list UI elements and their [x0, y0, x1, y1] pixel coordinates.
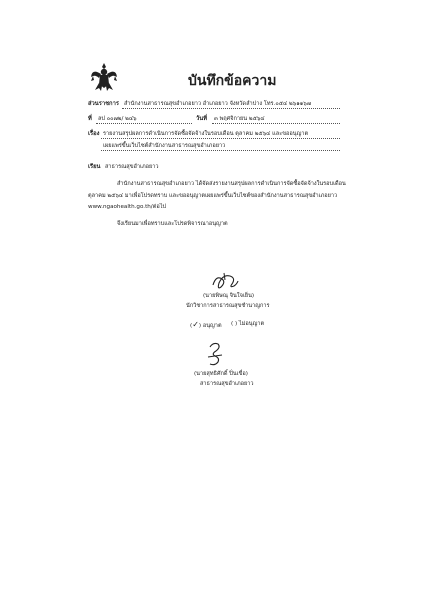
date-underline	[212, 123, 340, 124]
agency-underline	[122, 108, 340, 109]
signature-1-image	[210, 271, 240, 293]
signer-2-name: (นายสุทธิศักดิ์ ปิ่นเขื่อ)	[194, 371, 248, 377]
closing-line: จึงเรียนมาเพื่อทราบและโปรดพิจารณาอนุญาต	[117, 221, 228, 227]
subject-line-2: เผยแพร่ขึ้นเว็บไซต์สำนักงานสาธารณสุขอำเภอยาว	[103, 143, 226, 149]
approve-check-icon: ✓	[192, 320, 199, 329]
ref-value: ลป ๐๐๗๒/ ๒๔๖	[98, 116, 137, 122]
agency-label: ส่วนราชการ	[88, 101, 119, 107]
to-value: สาธารณสุขอำเภอยาว	[105, 164, 159, 170]
approve-label: ) อนุญาต	[198, 323, 222, 329]
subject-label: เรื่อง	[88, 131, 100, 137]
date-value: ๓ พฤศจิกายน ๒๕๖๔	[214, 116, 265, 122]
subject-underline-1	[101, 138, 340, 139]
ref-underline	[96, 123, 192, 124]
signer-1-position: นักวิชาการสาธารณสุขชำนาญการ	[186, 303, 270, 309]
deny-option: ( ) ไม่อนุญาต	[231, 321, 265, 327]
to-label: เรียน	[88, 164, 101, 170]
signer-2-position: สาธารณสุขอำเภอยาว	[200, 381, 254, 387]
signature-2-image	[205, 340, 225, 368]
body-line-3: www.ngaohealth.go.th/ต่อไป	[88, 204, 167, 210]
body-line-2: ตุลาคม ๒๕๖๔ มาเพื่อโปรดทราบ และขออนุญาตเผยแพร่ขึ้นเว็บไซต์ของสำนักงานสาธารณสุขอำเภอยาว	[88, 193, 338, 199]
ref-label: ที่	[88, 116, 92, 122]
agency-value: สำนักงานสาธารณสุขอำเภอยาว อำเภอยาว จังหวัดลำปาง โทร.๐๕๔ ๒๖๑๑๖๗	[124, 101, 312, 107]
garuda-emblem-icon	[90, 62, 118, 92]
memo-title: บันทึกข้อความ	[188, 73, 277, 89]
subject-line-1: รายงานสรุปผลการดำเนินการจัดซื้อจัดจ้างในรอบเดือน ตุลาคม ๒๕๖๔ และขออนุญาต	[103, 131, 309, 137]
signer-1-name: (นายพิษณุ จินใจเย็น)	[203, 293, 255, 299]
date-label: วันที่	[196, 116, 208, 122]
body-line-1: สำนักงานสาธารณสุขอำเภอยาว ได้จัดส่งรายงานสรุปผลการดำเนินการจัดซื้อจัดจ้างในรอบเดือน	[117, 181, 346, 187]
subject-underline-2	[101, 150, 340, 151]
approve-option	[190, 321, 222, 330]
approve-open-paren: (	[190, 323, 193, 329]
